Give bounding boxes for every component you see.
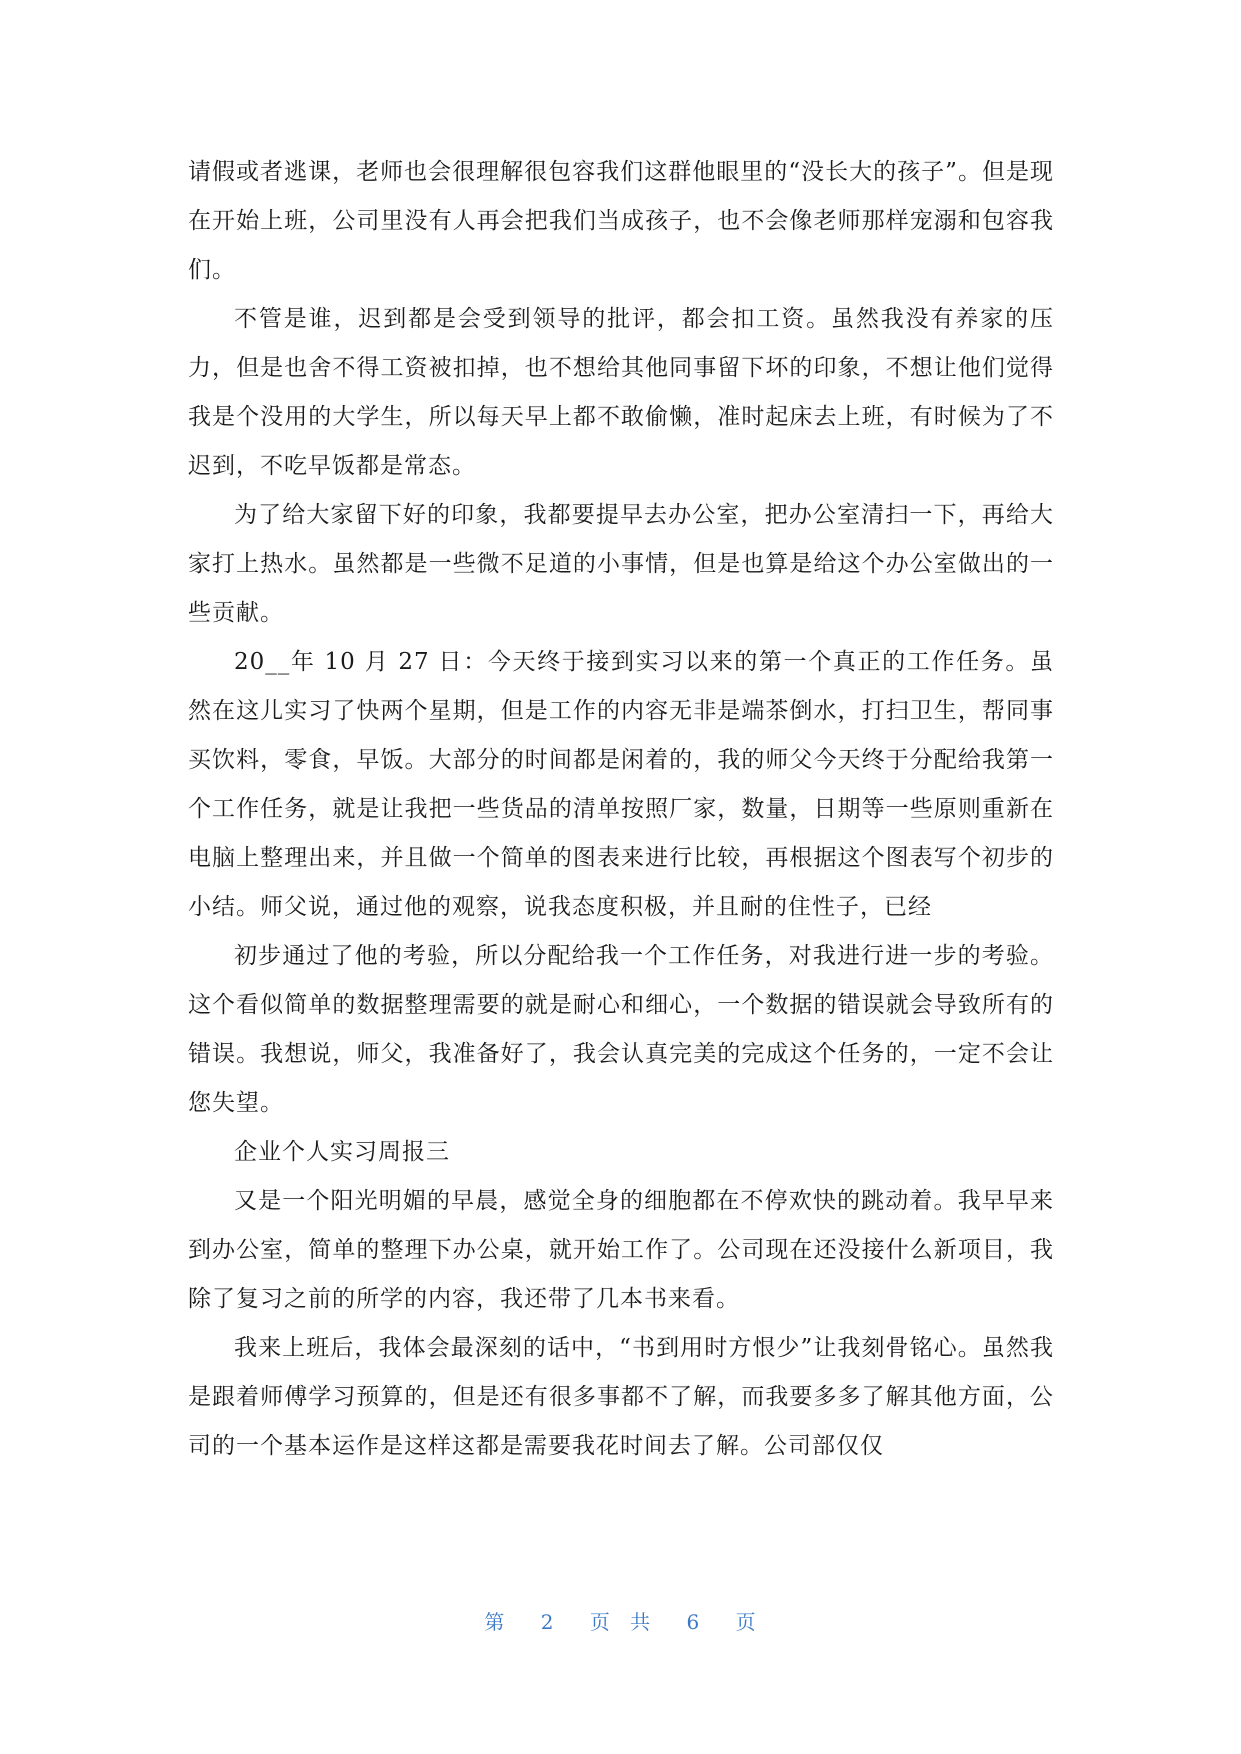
section-heading: 企业个人实习周报三	[234, 1139, 450, 1165]
paragraph-3: 为了给大家留下好的印象，我都要提早去办公室，把办公室清扫一下，再给大家打上热水。虽然都是一些微不足道的小事情，但是也算是给这个办公室做出的一些贡献。	[188, 502, 1054, 626]
footer-ye: 页	[735, 1610, 757, 1634]
paragraph-2: 不管是谁，迟到都是会受到领导的批评，都会扣工资。虽然我没有养家的压力，但是也舍不得工资被扣掉，也不想给其他同事留下坏的印象，不想让他们觉得我是个没用的大学生，所以每天早上都不敢偷懒，准时起床去上班，有时候为了不迟到，不吃早饭都是常态。	[188, 306, 1054, 479]
paragraph-7: 又是一个阳光明媚的早晨，感觉全身的细胞都在不停欢快的跳动着。我早早来到办公室，简单的整理下办公桌，就开始工作了。公司现在还没接什么新项目，我除了复习之前的所学的内容，我还带了几本书来看。	[188, 1188, 1054, 1312]
footer-page-number: 2	[540, 1610, 555, 1634]
footer-ye-gong: 页 共	[589, 1610, 652, 1634]
paragraph-5: 初步通过了他的考验，所以分配给我一个工作任务，对我进行进一步的考验。这个看似简单的数据整理需要的就是耐心和细心，一个数据的错误就会导致所有的错误。我想说，师父，我准备好了，我会认真完美的完成这个任务的，一定不会让您失望。	[188, 943, 1054, 1116]
document-body	[188, 148, 1054, 1471]
paragraph-4: 20__年 10 月 27 日：今天终于接到实习以来的第一个真正的工作任务。虽然在这儿实习了快两个星期，但是工作的内容无非是端茶倒水，打扫卫生，帮同事买饮料，零食，早饭。大部分的时间都是闲着的，我的师父今天终于分配给我第一个工作任务，就是让我把一些货品的清单按照厂家，数量，日期等一些原则重新在电脑上整理出来，并且做一个简单的图表来进行比较，再根据这个图表写个初步的小结。师父说，通过他的观察，说我态度积极，并且耐的住性子，已经	[188, 649, 1054, 920]
paragraph-1: 请假或者逃课，老师也会很理解很包容我们这群他眼里的“没长大的孩子”。但是现在开始上班，公司里没有人再会把我们当成孩子，也不会像老师那样宠溺和包容我们。	[188, 159, 1054, 283]
paragraph-8: 我来上班后，我体会最深刻的话中，“书到用时方恨少”让我刻骨铭心。虽然我是跟着师傅学习预算的，但是还有很多事都不了解，而我要多多了解其他方面，公司的一个基本运作是这样这都是需要我花时间去了解。公司部仅仅	[188, 1335, 1054, 1459]
footer-total-pages: 6	[686, 1610, 701, 1634]
footer-di: 第	[484, 1610, 506, 1634]
page-footer	[0, 1606, 1241, 1635]
